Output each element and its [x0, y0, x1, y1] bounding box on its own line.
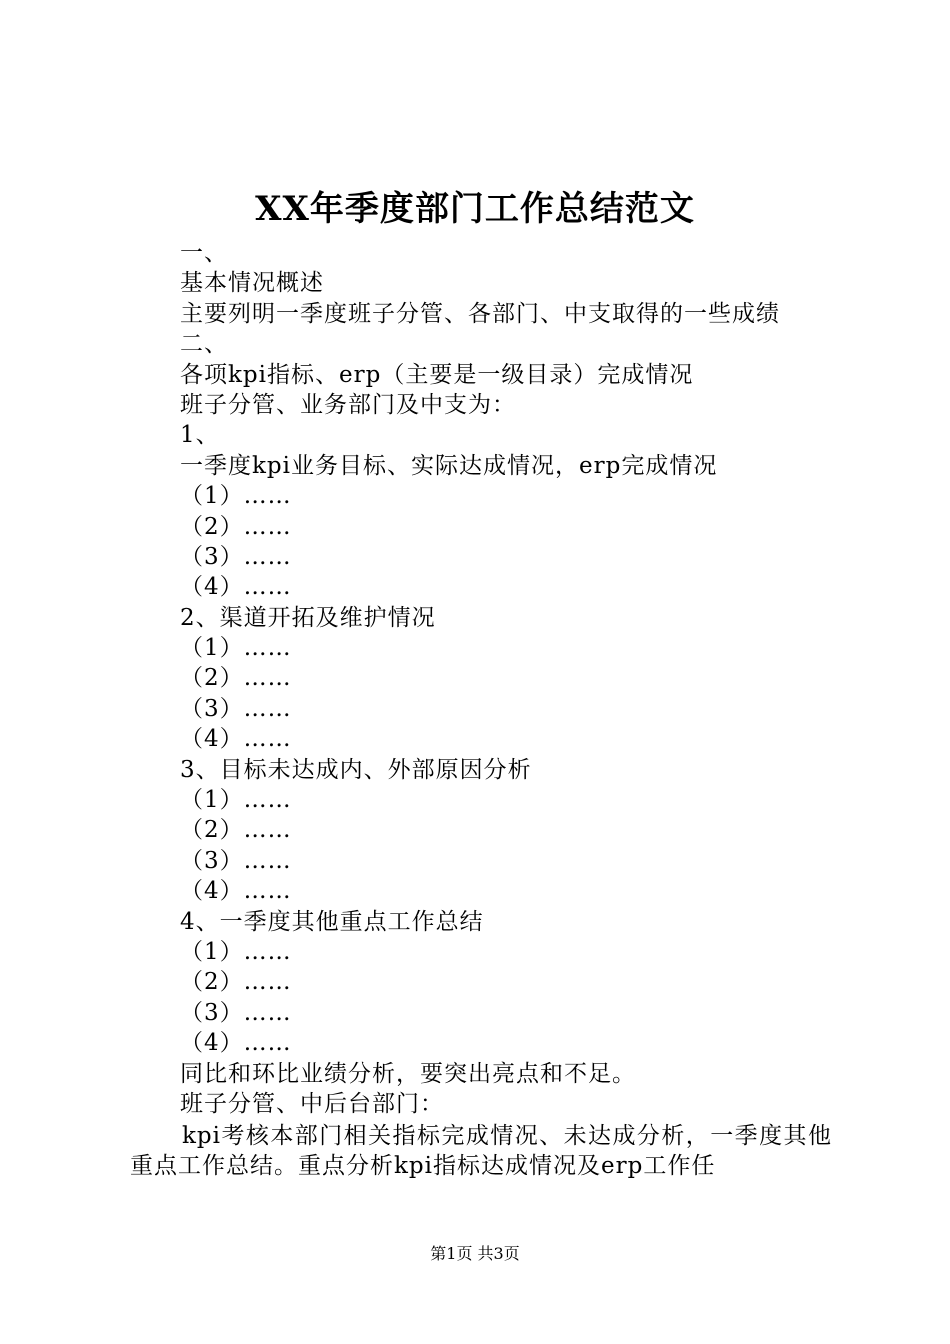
body-line: （2）…… — [180, 513, 292, 540]
body-line: （2）…… — [180, 969, 292, 996]
body-line: 一、 — [180, 240, 228, 266]
body-line: 2、渠道开拓及维护情况 — [180, 604, 436, 631]
body-line: （4）…… — [180, 726, 292, 753]
body-line: （4）…… — [180, 574, 292, 601]
body-line: 基本情况概述 — [180, 270, 324, 297]
body-line: 各项kpi指标、erp（主要是一级目录）完成情况 — [180, 361, 694, 388]
body-line: （1）…… — [180, 635, 292, 662]
body-line: （3）…… — [180, 543, 292, 570]
body-line: 1、 — [180, 422, 220, 449]
body-line: （2）…… — [180, 817, 292, 844]
body-line: 班子分管、中后台部门： — [180, 1090, 444, 1117]
body-line: （3）…… — [180, 847, 292, 874]
body-line: 二、 — [180, 331, 228, 358]
body-line: （1）…… — [180, 483, 292, 510]
body-line: 一季度kpi业务目标、实际达成情况，erp完成情况 — [180, 452, 718, 479]
body-line: （1）…… — [180, 787, 292, 814]
document-body — [180, 238, 870, 1119]
page-footer: 第1页 共3页 — [430, 1244, 520, 1263]
body-line: 同比和环比业绩分析，要突出亮点和不足。 — [180, 1060, 636, 1087]
document-title: XX年季度部门工作总结范文 — [255, 189, 695, 229]
body-line: （1）…… — [180, 938, 292, 965]
body-line: （2）…… — [180, 665, 292, 692]
body-line: （3）…… — [180, 999, 292, 1026]
body-line: 主要列明一季度班子分管、各部门、中支取得的一些成绩 — [180, 300, 780, 327]
body-line: 4、一季度其他重点工作总结 — [180, 908, 484, 935]
body-paragraph: kpi考核本部门相关指标完成情况、未达成分析，一季度其他重点工作总结。重点分析kpi指标达成情况及erp工作任 — [130, 1123, 832, 1180]
body-line: （3）…… — [180, 695, 292, 722]
body-line: 3、目标未达成内、外部原因分析 — [180, 756, 532, 783]
body-line: （4）…… — [180, 878, 292, 905]
body-line: （4）…… — [180, 1030, 292, 1057]
body-line: 班子分管、业务部门及中支为： — [180, 391, 516, 418]
